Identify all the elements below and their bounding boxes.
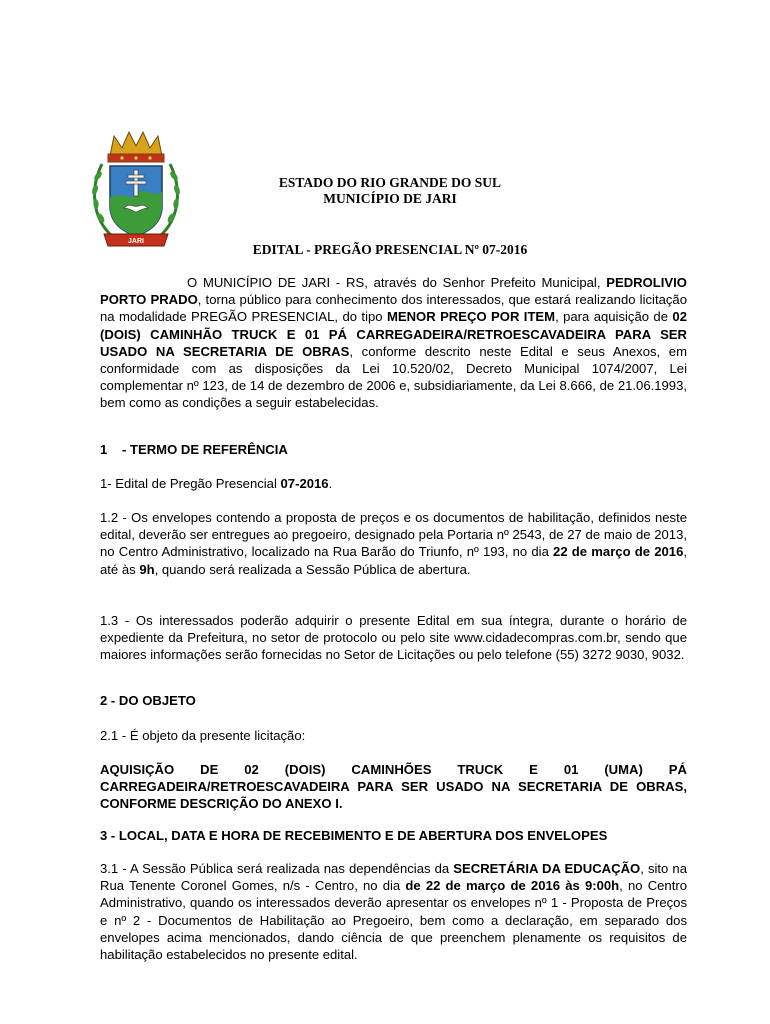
paragraph-3-1: 3.1 - A Sessão Pública será realizada nas dependências da SECRETÁRIA DA EDUCAÇÃO, sito na Rua Tenente Coronel Gomes, n/s - Centro, no dia de 22 de março de 2016 às 9:00h, no Centro Administrativo, quando os interessados deverão apresentar os envelopes nº 1 - Proposta de Preços e nº 2 - Documentos de Habilitação ao Pregoeiro, bem como a declaração, em separado dos envelopes acima mencionados, dando ciência de que preenchem plenamente os requisitos de habilitação estabelecidos no presente edital. <box>100 861 687 963</box>
paragraph-1-3: 1.3 - Os interessados poderão adquirir o presente Edital em sua íntegra, durante o horário de expediente da Prefeitura, no setor de protocolo ou pelo site www.cidadecompras.com.br, sendo que maiores informações serão fornecidas no Setor de Licitações ou pelo telefone (55) 3272 9030, 9032. <box>100 613 687 663</box>
header-municipality: MUNICÍPIO DE JARI <box>323 191 457 206</box>
section-3-heading: 3 - LOCAL, DATA E HORA DE RECEBIMENTO E DE ABERTURA DOS ENVELOPES <box>100 828 608 843</box>
header-state: ESTADO DO RIO GRANDE DO SUL <box>278 175 502 190</box>
intro-paragraph: O MUNICÍPIO DE JARI - RS, através do Senhor Prefeito Municipal, PEDROLIVIO PORTO PRADO, torna público para conhecimento dos interessados, que estará realizando licitação na modalidade PREGÃO PRESENCIAL, do tipo MENOR PREÇO POR ITEM, para aquisição de 02 (DOIS) CAMINHÃO TRUCK E 01 PÁ CARREGADEIRA/RETROESCAVADEIRA PARA SER USADO NA SECRETARIA DE OBRAS, conforme descrito neste Edital e seus Anexos, em conformidade com as disposições da Lei 10.520/02, Decreto Municipal 1074/2007, Lei complementar nº 123, de 14 de dezembro de 2006 e, subsidiariamente, da Lei 8.666, de 21.06.1993, bem como as condições a seguir estabelecidas. <box>100 275 687 411</box>
section-1-heading: 1 - TERMO DE REFERÊNCIA <box>100 442 288 457</box>
crest-banner-text: JARI <box>128 238 144 245</box>
section-2-heading: 2 - DO OBJETO <box>100 693 196 708</box>
paragraph-1-2: 1.2 - Os envelopes contendo a proposta de preços e os documentos de habilitação, definidos neste edital, deverão ser entregues ao pregoeiro, designado pela Portaria nº 2543, de 27 de maio de 2013, no Centro Administrativo, localizado na Rua Barão do Triunfo, nº 193, no dia 22 de março de 2016, até às 9h, quando será realizada a Sessão Pública de abertura. <box>100 510 687 577</box>
municipal-coat-of-arms-icon <box>88 128 184 252</box>
paragraph-1-1: 1- Edital de Pregão Presencial 07-2016. <box>100 476 333 491</box>
paragraph-2-1: 2.1 - É objeto da presente licitação: <box>100 728 306 743</box>
document-title: EDITAL - PREGÃO PRESENCIAL Nº 07-2016 <box>252 242 528 257</box>
object-description: AQUISIÇÃO DE 02 (DOIS) CAMINHÕES TRUCK E 01 (UMA) PÁ CARREGADEIRA/RETROESCAVADEIRA PARA SER USADO NA SECRETARIA DE OBRAS, CONFORME DESCRIÇÃO DO ANEXO I. <box>100 762 687 812</box>
